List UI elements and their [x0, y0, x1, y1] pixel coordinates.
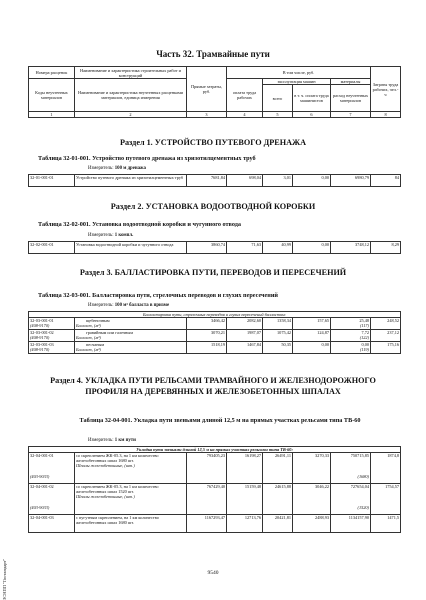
row-name: песчаным: [86, 342, 105, 347]
row-code: 32-03-001-01: [30, 318, 54, 323]
row-c6: 157,65: [293, 318, 331, 330]
row-c6: 124,87: [293, 330, 331, 342]
row-c3: 3070,21: [187, 330, 227, 342]
table-4-subheader: Укладка пути звеньями длиной 12,5 м на прямых участках рельсами типа ТВ-60:: [29, 447, 401, 453]
row-c3: 767429,40: [187, 484, 227, 515]
table-2-measure: Измеритель: 1 компл.: [88, 233, 134, 238]
row-c3: 7681,84: [187, 175, 227, 187]
col2-bottom: Наименование и характеристика неучтенных расценками материалов, единица измерения: [75, 79, 187, 112]
row-code2: (408-9170): [30, 347, 50, 352]
row-name: гравийным или галечным: [86, 330, 133, 335]
table-3-measure: Измеритель: 100 м³ балласта в призме: [88, 303, 170, 308]
row-c8: 1754,57: [371, 484, 401, 515]
row-c8: 237,12: [371, 330, 401, 342]
table-3: [28, 311, 401, 354]
row-name: Установка водоотводной коробки и чугунного отвода: [75, 242, 187, 254]
row-c7: 6980,79: [331, 175, 371, 187]
row-c7: 1134157,90: [331, 515, 371, 533]
row-c4: 1467,84: [227, 342, 263, 354]
row-code: 32-04-001-02: [30, 484, 54, 489]
col-num: 1: [29, 112, 75, 118]
row-code: 32-04-001-03: [29, 515, 75, 533]
table-2-title: Таблица 32-02-001. Установка водоотводной коробки и чугунного отвода: [38, 221, 241, 228]
row-c4: 1987,07: [227, 330, 263, 342]
row-c6: 0,00: [293, 242, 331, 254]
table-row: [29, 330, 401, 342]
row-c8: 1874,8: [371, 453, 401, 484]
row-c7b: (1680): [357, 474, 369, 479]
side-watermark: ЗСНПП "Гостандарт": [2, 558, 7, 600]
table-row: [29, 342, 401, 354]
col-num: 3: [187, 112, 227, 118]
table-row: [29, 242, 401, 254]
row-c8: 84: [371, 175, 401, 187]
part-title: Часть 32. Трамвайные пути: [156, 49, 270, 59]
row-c5: 1075,42: [263, 330, 293, 342]
section-3-title: Раздел 3. БАЛЛАСТИРОВКА ПУТИ, ПЕРЕВОДОВ И ПЕРЕСЕЧЕНИЙ: [79, 268, 347, 277]
row-c3: 3466,42: [187, 318, 227, 330]
col1-top: Номера расценок: [29, 67, 75, 79]
row-c7b: (117): [360, 323, 369, 328]
row-c4: 15159,48: [227, 484, 263, 515]
row-name: щебеночным: [86, 318, 110, 323]
col7: расход неучтенных материалов: [331, 85, 371, 112]
header-table: [28, 66, 401, 118]
table-4: [28, 446, 401, 533]
table-4-measure: Измеритель: 1 км пути: [88, 438, 136, 443]
row-c4: 71,63: [227, 242, 263, 254]
row-name2: Балласт, (м³): [76, 347, 101, 352]
row-code2: (408-9170): [30, 323, 50, 328]
row-c8: 1471,5: [371, 515, 401, 533]
row-name2: Шпалы железобетонные, (шт.): [76, 463, 135, 468]
section-4-title: Раздел 4. УКЛАДКА ПУТИ РЕЛЬСАМИ ТРАМВАЙНОГО И ЖЕЛЕЗНОДОРОЖНОГО ПРОФИЛЯ НА ДЕРЕВЯННЫХ И ЖЕЛЕЗОБЕТОННЫХ ШПАЛАХ: [50, 376, 376, 396]
row-c7: 3748,12: [331, 242, 371, 254]
table-row: [29, 515, 401, 533]
row-c5: 40,99: [263, 242, 293, 254]
table-1-measure: Измеритель: 100 м дренажа: [88, 166, 146, 171]
section-1-title: Раздел 1. УСТРОЙСТВО ПУТЕВОГО ДРЕНАЖА: [119, 138, 307, 147]
row-c7: 7,72: [361, 330, 369, 335]
col3: Прямые затраты, руб.: [187, 67, 227, 112]
row-name2: Балласт, (м³): [76, 323, 101, 328]
row-c6: 0,00: [293, 342, 331, 354]
row-c4: 2082,60: [227, 318, 263, 330]
row-c5: 3,01: [263, 175, 293, 187]
col2-top: Наименование и характеристика строительных работ и конструкций: [75, 67, 187, 79]
row-code: 32-02-001-01: [29, 242, 75, 254]
col4: оплата труда рабочих: [227, 79, 263, 112]
row-c5: 26491,11: [263, 453, 293, 484]
col-num: 4: [227, 112, 263, 118]
col-num: 2: [75, 112, 187, 118]
row-c7b: (122): [359, 335, 369, 340]
row-c5: 50,35: [263, 342, 293, 354]
row-c4: 12713,76: [227, 515, 263, 533]
row-c7b: (1520): [357, 505, 369, 510]
table-1-title: Таблица 32-01-001. Устройство путевого дренажа из хризотилцементных труб: [38, 155, 256, 162]
col-num: 5: [263, 112, 293, 118]
row-name: со скреплением ЖК-05.3, на 1 км количество железобетонных шпал 1680 шт.: [76, 453, 159, 463]
col-num: 7: [331, 112, 371, 118]
row-name: со скреплением ЖК-05.3, на 1 км количество железобетонных шпал 1520 шт.: [76, 484, 159, 494]
row-name: с пугутным скреплением, на 1 км количество железобетонных шпал 1680 шт.: [75, 515, 187, 533]
row-c3: 1167293,47: [187, 515, 227, 533]
col8: Затраты труда рабочих, чел.-ч: [371, 67, 401, 112]
row-c7: 727654,04: [350, 484, 369, 489]
row-c6: 2488,93: [293, 515, 331, 533]
table-row: [29, 175, 401, 187]
group-header: В том числе, руб.: [227, 67, 371, 79]
row-name2: Балласт, (м³): [76, 335, 101, 340]
row-code2: (408-9170): [30, 335, 50, 340]
row-c5: 24615,88: [263, 484, 293, 515]
row-c8: 8,29: [371, 242, 401, 254]
row-code: 32-01-001-01: [29, 175, 75, 187]
col7-top: материалы: [331, 79, 371, 85]
col1-bottom: Коды неучтенных материалов: [29, 79, 75, 112]
row-c3: 793405,23: [187, 453, 227, 484]
table-4-title: Таблица 32-04-001. Укладка пути звеньями длиной 12,5 м на прямых участках рельсами типа ТВ-60: [79, 417, 361, 424]
row-code: 32-03-001-02: [30, 330, 54, 335]
row-name: Устройство путевого дренажа из хризотилцементных труб: [75, 175, 187, 187]
row-c7b: (119): [360, 347, 369, 352]
row-name2: Шпалы железобетонные, (шт.): [76, 494, 135, 499]
table-row: [29, 318, 401, 330]
row-c6: 3270,33: [293, 453, 331, 484]
table-row: [29, 453, 401, 484]
row-code2: (403-9033): [30, 505, 50, 510]
section-2-title: Раздел 2. УСТАНОВКА ВОДООТВОДНОЙ КОРОБКИ: [110, 202, 316, 211]
col5: всего: [263, 85, 293, 112]
subgroup-header: эксплуатация машин: [263, 79, 331, 85]
row-c6: 0,00: [293, 175, 331, 187]
col6: в т. ч. оплата труда машинистов: [293, 85, 331, 112]
table-3-title: Таблица 32-03-001. Балластировка пути, стрелочных переводов и глухих пересечений: [38, 292, 278, 299]
row-code2: (403-9033): [30, 474, 50, 479]
row-c7: 750715,85: [350, 453, 369, 458]
table-3-subheader: Балластировка пути, стрелочных переводов и глухих пересечений балластом:: [29, 312, 401, 318]
col-num: 6: [293, 112, 331, 118]
row-c5: 20421,81: [263, 515, 293, 533]
row-c4: 698,04: [227, 175, 263, 187]
row-code: 32-03-001-03: [30, 342, 54, 347]
row-c5: 1358,34: [263, 318, 293, 330]
page-number: 9540: [207, 570, 219, 576]
col-num: 8: [371, 112, 401, 118]
table-2: [28, 241, 401, 254]
row-code: 32-04-001-01: [30, 453, 54, 458]
row-c7: 25,48: [359, 318, 369, 323]
row-c7: 0,00: [361, 342, 369, 347]
row-c6: 3046,22: [293, 484, 331, 515]
table-1: [28, 174, 401, 187]
row-c4: 16198,27: [227, 453, 263, 484]
row-c8: 248,52: [371, 318, 401, 330]
table-row: [29, 484, 401, 515]
row-c8: 175,16: [371, 342, 401, 354]
row-c3: 1518,19: [187, 342, 227, 354]
row-c3: 3860,74: [187, 242, 227, 254]
